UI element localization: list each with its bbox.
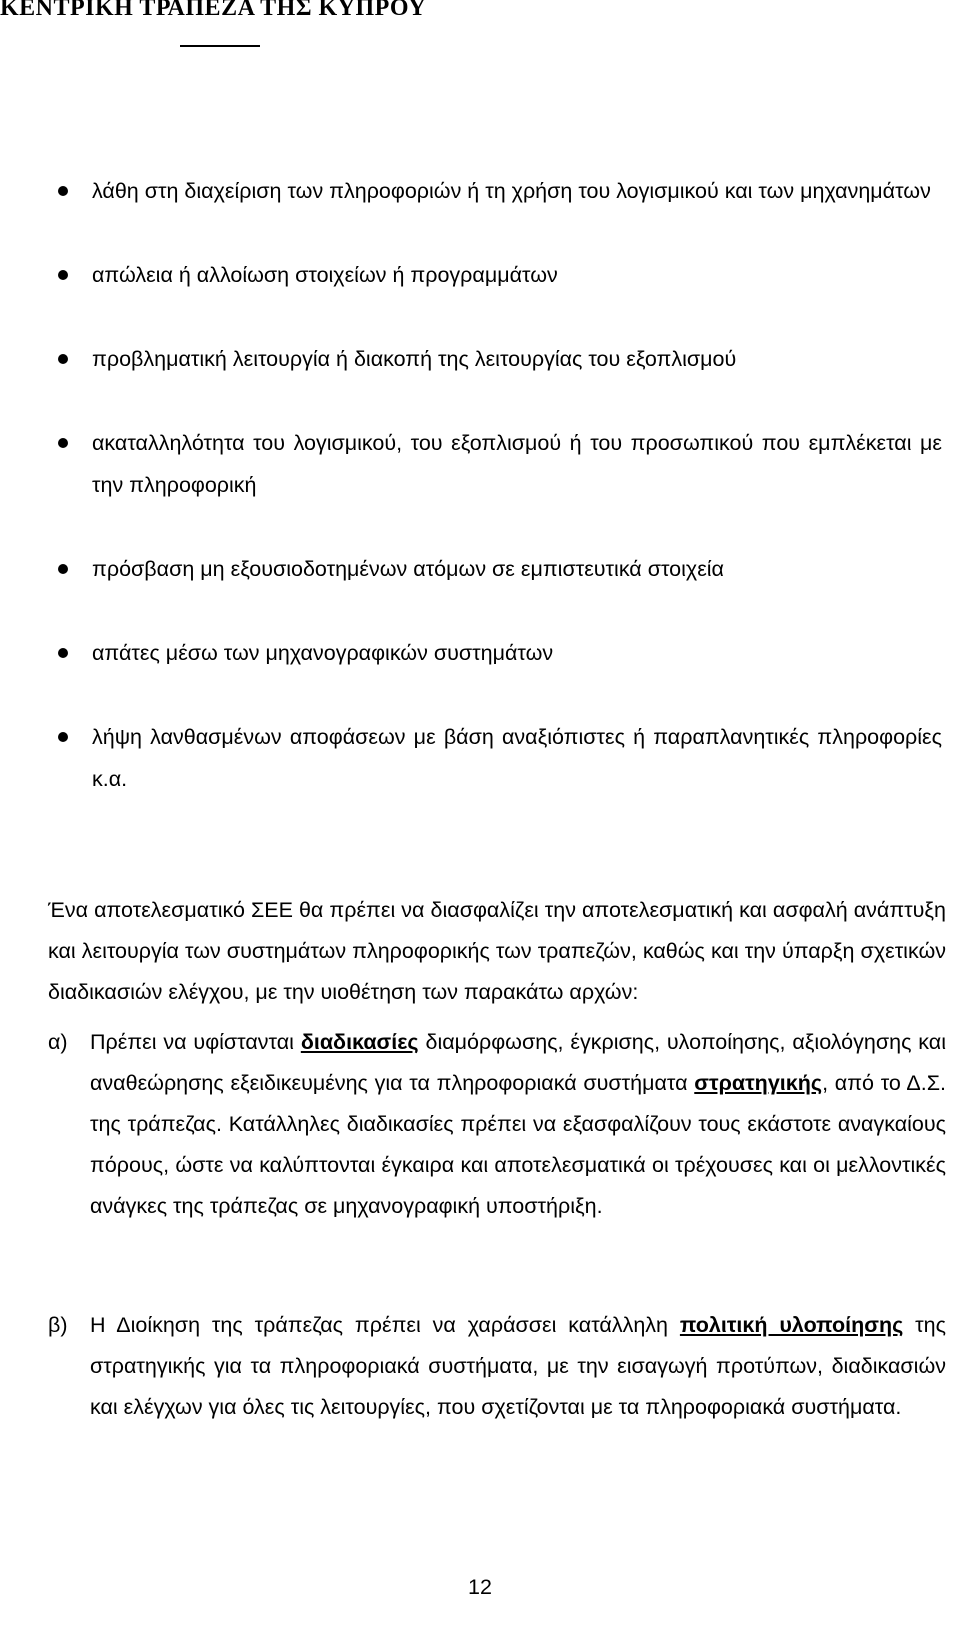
list-item [58, 632, 942, 674]
bullet-icon [58, 270, 68, 280]
bullet-text: λάθη στη διαχείριση των πληροφοριών ή τη χρήση του λογισμικού και των μηχανημάτων [92, 179, 931, 203]
risk-bullet-list [58, 170, 958, 842]
bullet-text: λήψη λανθασμένων αποφάσεων με βάση αναξιόπιστες ή παραπλανητικές πληροφορίες κ.α. [92, 725, 942, 791]
item-text: διαμόρφωσης, έγκρισης, υλοποίησης, αξιολόγησης και αναθεώρησης εξειδικευμένης για τα πληροφοριακά συστήματα [90, 1030, 946, 1095]
item-marker: β) [48, 1313, 68, 1337]
document-header: ΚΕΝΤΡΙΚΗ ΤΡΑΠΕΖΑ ΤΗΣ ΚΥΠΡΟΥ [0, 0, 427, 21]
item-marker: α) [48, 1030, 68, 1054]
item-body [90, 1305, 946, 1428]
list-item [58, 170, 942, 212]
bullet-text: πρόσβαση μη εξουσιοδοτημένων ατόμων σε εμπιστευτικά στοιχεία [92, 557, 724, 581]
bullet-icon [58, 648, 68, 658]
bullet-text: απάτες μέσω των μηχανογραφικών συστημάτων [92, 641, 554, 665]
item-emphasis: πολιτική υλοποίησης [679, 1313, 904, 1337]
bullet-icon [58, 732, 68, 742]
item-text: , από το Δ.Σ. της τράπεζας. Κατάλληλες διαδικασίες πρέπει να εξασφαλίζουν τους εκάστοτε αναγκαίους πόρους, ώστε να καλύπτονται έγκαιρα και αποτελεσματικά οι τρέχουσες και οι μελλοντικές ανάγκες της τράπεζας σε μηχανογραφική υποστήριξη. [90, 1071, 946, 1218]
item-text: Η Διοίκηση της τράπεζας πρέπει να χαράσσει κατάλληλη [90, 1313, 680, 1337]
bullet-text: προβληματική λειτουργία ή διακοπή της λειτουργίας του εξοπλισμού [92, 347, 737, 371]
bullet-icon [58, 564, 68, 574]
intro-paragraph: Ένα αποτελεσματικό ΣΕΕ θα πρέπει να διασφαλίζει την αποτελεσματική και ασφαλή ανάπτυξη και λειτουργία των συστημάτων πληροφορικής των τραπεζών, καθώς και την ύπαρξη σχετικών διαδικασιών ελέγχου, με την υιοθέτηση των παρακάτω αρχών: [48, 897, 946, 1004]
list-item [58, 422, 942, 506]
bullet-text: απώλεια ή αλλοίωση στοιχείων ή προγραμμάτων [92, 263, 558, 287]
item-body [90, 1022, 946, 1227]
list-item [58, 254, 942, 296]
list-item [58, 338, 942, 380]
header-rule [180, 45, 260, 47]
item-text: της στρατηγικής για τα πληροφοριακά συστήματα, με την εισαγωγή προτύπων, διαδικασιών και ελέγχων για όλες τις λειτουργίες, που σχετίζονται με τα πληροφοριακά συστήματα. [90, 1313, 946, 1419]
principle-item-a [48, 1022, 946, 1227]
bullet-text: ακαταλληλότητα του λογισμικού, του εξοπλισμού ή του προσωπικού που εμπλέκεται με την πληροφορική [92, 431, 942, 497]
item-emphasis: στρατηγικής [694, 1071, 823, 1095]
item-emphasis: διαδικασίες [300, 1030, 419, 1054]
bullet-icon [58, 186, 68, 196]
item-text: Πρέπει να υφίστανται [90, 1030, 301, 1054]
bullet-icon [58, 354, 68, 364]
bullet-icon [58, 438, 68, 448]
page-number: 12 [468, 1575, 492, 1599]
list-item [58, 716, 942, 800]
principle-item-b [48, 1305, 946, 1428]
list-item [58, 548, 942, 590]
